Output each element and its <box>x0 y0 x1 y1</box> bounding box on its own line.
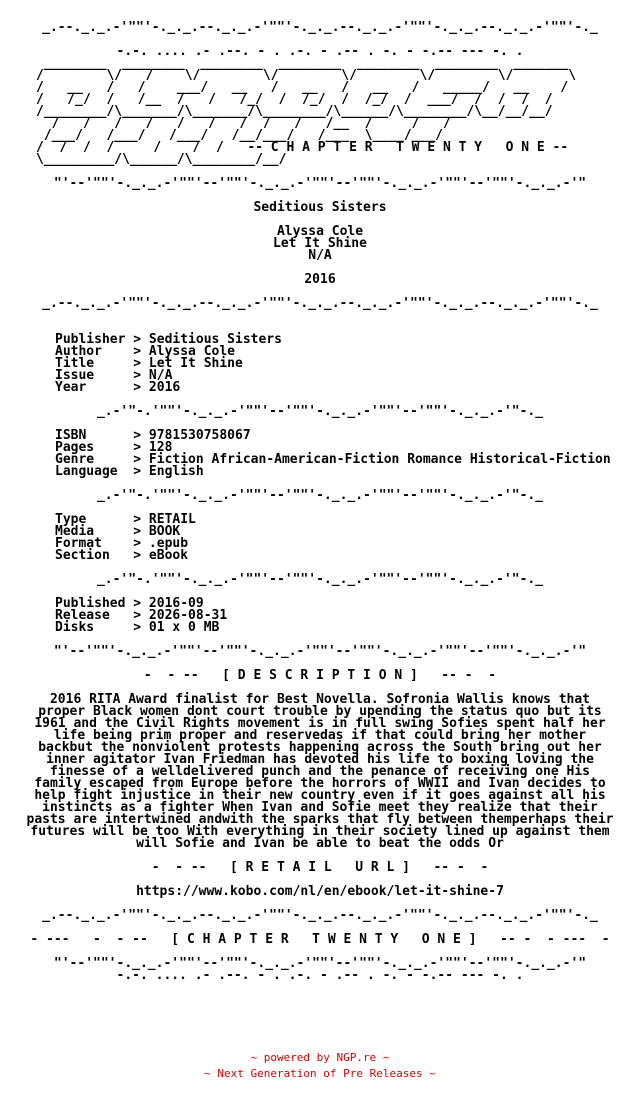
info-row: Disks > 01 x 0 MB <box>55 620 220 635</box>
info-row: ISBN > 9781530758067 <box>55 428 251 443</box>
header-group: Seditious Sisters <box>253 200 387 215</box>
logo-line: / / / / / / / -- C H A P T E R T W E N T Y O N E -- <box>36 140 569 155</box>
description-line: will Sofie and Ivan be able to beat the odds Or <box>136 836 504 851</box>
nfo-document <box>0 22 640 982</box>
description-line: family escaped from Europe before the horrors of WWII and Ivan decides to <box>34 776 606 791</box>
top-border-2: _.--._._.-'""'-._._.--._._.-'""'-._._.--._._.-'""'-._._.--._._.-'""'-._ <box>42 296 598 311</box>
logo-line: \_________/\______/\________/__/ <box>36 152 287 167</box>
footer-powered-by: ~ powered by NGP.re ~ <box>250 1051 390 1064</box>
description-line: backbut the nonviolent protests happening across the South bring out her <box>38 740 602 755</box>
info-row: Author > Alyssa Cole <box>55 344 236 359</box>
mid-border-2: "'--'""'-._._.-'""'--'""'-._._.-'""'--'""'-._._.-'""'--'""'-._._.-'" <box>53 644 587 659</box>
info-row: Publisher > Seditious Sisters <box>55 332 282 347</box>
section-border: _.-'"-.'""'-._._.-'""'--'""'-._._.-'""'--'""'-._._.-'"-._ <box>96 404 544 419</box>
logo-line: / \/ / \/ \/ \/ \/ \/ \ <box>36 68 577 83</box>
chapter-footer: - --- - - -- [ C H A P T E R T W E N T Y O N E ] -- - - --- - <box>30 932 610 947</box>
top-border-3: _.--._._.-'""'-._._.--._._.-'""'-._._.--._._.-'""'-._._.--._._.-'""'-._ <box>42 908 598 923</box>
url-heading: - - -- [ R E T A I L U R L ] -- - - <box>151 860 489 875</box>
mid-border-1: "'--'""'-._._.-'""'--'""'-._._.-'""'--'""'-._._.-'""'--'""'-._._.-'" <box>53 176 587 191</box>
description-line: 2016 RITA Award finalist for Best Novella. Sofronia Wallis knows that <box>49 692 591 707</box>
info-row: Title > Let It Shine <box>55 356 243 371</box>
description-line: help fight injustice in their new country even if it goes against all his <box>34 788 606 803</box>
info-row: Type > RETAIL <box>55 512 196 527</box>
release-info <box>0 334 640 646</box>
description-line: proper Black women dont court trouble by upending the status quo but its <box>38 704 602 719</box>
info-row: Year > 2016 <box>55 380 181 395</box>
description-line: inner agitator Ivan Friedman has devoted his life to boxing loving the <box>46 752 594 767</box>
retail-url: https://www.kobo.com/nl/en/ebook/let-it-shine-7 <box>136 884 504 899</box>
bottom-morse-line: -.-. .... .- .--. - . .-. - .-- . -. - -.-- --- -. . <box>116 968 524 983</box>
description-line: finesse of a welldelivered punch and the penance of receiving one His <box>49 764 591 779</box>
top-morse-line: -.-. .... .- .--. - . .-. - .-- . -. - -.-- --- -. . <box>116 44 524 59</box>
description-line: 1961 and the Civil Rights movement is in full swing Sofies spent half her <box>34 716 606 731</box>
info-row: Pages > 128 <box>55 440 173 455</box>
footer-tagline: ~ Next Generation of Pre Releases ~ <box>204 1067 436 1080</box>
description-line: futures will be too With everything in their society lined up against them <box>30 824 610 839</box>
mid-border-3: "'--'""'-._._.-'""'--'""'-._._.-'""'--'""'-._._.-'""'--'""'-._._.-'" <box>53 956 587 971</box>
info-row: Section > eBook <box>55 548 189 563</box>
description-text <box>0 694 640 850</box>
header-title: Let It Shine <box>273 236 367 251</box>
ascii-logo <box>0 58 640 166</box>
logo-line: / / / / / / / / / /__ / / / <box>36 116 451 131</box>
description-heading: - - -- [ D E S C R I P T I O N ] -- - - <box>143 668 497 683</box>
logo-line: /___/ /___/ /___/ /__/___/ /___ \____/___/ <box>36 128 443 143</box>
description-line: life being prim proper and reservedas if that could bring her mother <box>53 728 587 743</box>
header-issue: N/A <box>308 248 332 263</box>
info-row: Release > 2026-08-31 <box>55 608 228 623</box>
info-row: Genre > Fiction African-American-Fiction Romance Historical-Fiction <box>55 452 611 467</box>
top-border: _.--._._.-'""'-._._.--._._.-'""'-._._.--._._.-'""'-._._.--._._.-'""'-._ <box>42 20 598 35</box>
section-border: _.-'"-.'""'-._._.-'""'--'""'-._._.-'""'--'""'-._._.-'"-._ <box>96 488 544 503</box>
logo-line: / /_/ / /__ / / /_/ / /_/ / /_/ / ___/ / / / / <box>36 92 553 107</box>
info-row: Issue > N/A <box>55 368 173 383</box>
info-row: Language > English <box>55 464 204 479</box>
description-line: instincts as a fighter When Ivan and Sofie meet they realize that their <box>42 800 598 815</box>
header-author: Alyssa Cole <box>276 224 364 239</box>
info-row: Media > BOOK <box>55 524 181 539</box>
logo-line: ________ ________ ________ ________ ________ ________ _______ <box>36 56 569 71</box>
logo-line: /________/\_______/\_______/\________/\______/\________/\__/__/__/ <box>36 104 553 119</box>
info-row: Format > .epub <box>55 536 189 551</box>
info-row: Published > 2016-09 <box>55 596 204 611</box>
header-year: 2016 <box>304 272 336 287</box>
powered-by-footer <box>0 1050 640 1082</box>
logo-line: / __ / / ___/ __ / __ / __ / _____/ __ / <box>36 80 569 95</box>
section-border: _.-'"-.'""'-._._.-'""'--'""'-._._.-'""'--'""'-._._.-'"-._ <box>96 572 544 587</box>
description-line: pasts are intertwined andwith the sparks that fly between themperhaps their <box>26 812 614 827</box>
